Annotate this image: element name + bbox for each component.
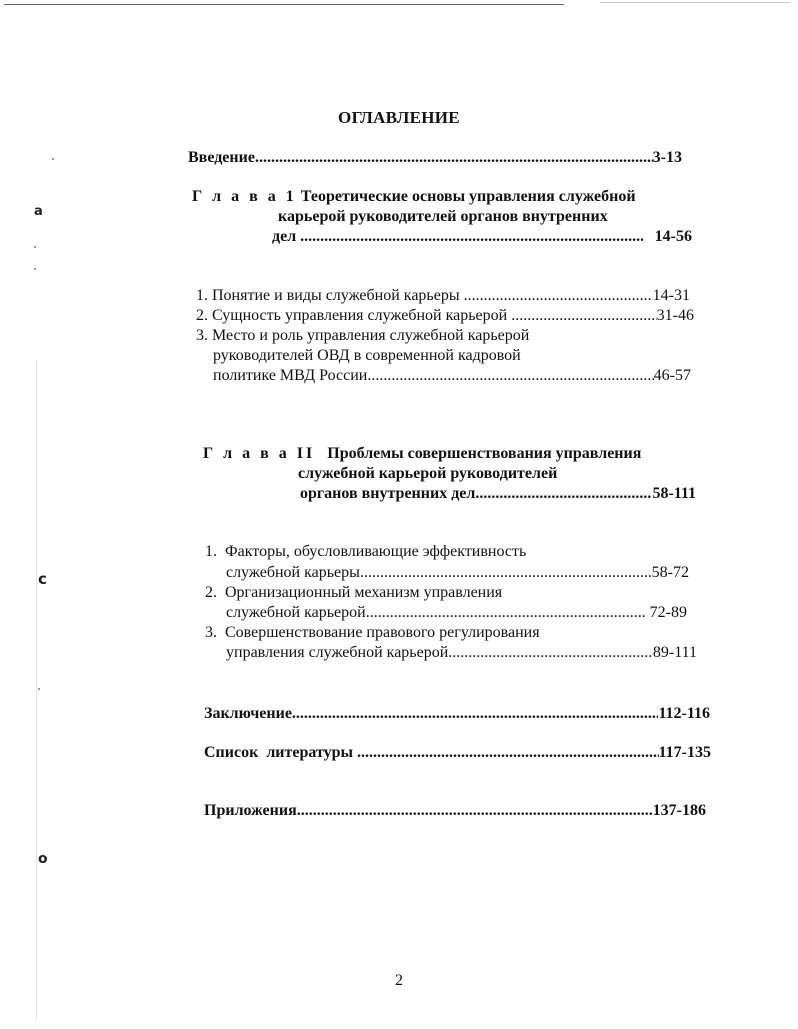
chapter2-prefix: Г л а в а II	[203, 445, 316, 462]
chapter2-pages: 58-111	[652, 485, 696, 502]
toc-entry-label: политике МВД России	[213, 367, 368, 384]
toc-section-1-1	[196, 286, 690, 306]
toc-section-2-2-line2	[226, 603, 687, 623]
scan-speck	[38, 688, 40, 690]
toc-entry-label: Факторы, обусловливающие эффективность	[225, 543, 527, 560]
toc-entry-label: Введение	[188, 149, 255, 166]
toc-section-2-3-line1	[205, 623, 540, 643]
toc-entry-number: 2.	[205, 584, 217, 601]
toc-entry-label: Организационный механизм управления	[225, 584, 503, 601]
toc-entry-label: служебной карьерой	[226, 604, 366, 621]
toc-leader-dots	[297, 801, 653, 821]
chapter1-heading	[192, 187, 636, 207]
toc-leader-dots	[367, 366, 653, 386]
toc-entry-pages: 117-135	[658, 744, 711, 761]
toc-leader-dots	[366, 603, 646, 623]
toc-section-2-1-line2	[226, 563, 689, 583]
chapter2-title-text: органов внутренних дел	[300, 485, 476, 502]
toc-entry-conclusion	[204, 704, 710, 724]
toc-entry-label: Совершенствование правового регулирования	[225, 624, 540, 641]
toc-entry-appendix	[204, 801, 706, 821]
toc-leader-dots	[475, 484, 652, 504]
toc-entry-intro	[188, 148, 682, 168]
margin-mark: с	[38, 570, 47, 588]
toc-leader-dots	[357, 743, 659, 763]
chapter2-title-line1: Проблемы совершенствования управления	[327, 445, 642, 462]
toc-entry-label: Заключение	[204, 705, 292, 722]
toc-leader-dots	[448, 643, 653, 663]
scan-border-line-faint	[600, 2, 790, 3]
toc-leader-dots	[511, 306, 656, 326]
chapter1-pages: 14-56	[654, 228, 692, 245]
margin-mark: о	[38, 851, 48, 867]
toc-entry-number: 1.	[205, 543, 217, 560]
chapter1-title-text: дел	[272, 228, 297, 245]
toc-leader-dots	[464, 286, 653, 306]
toc-entry-pages: 14-31	[652, 287, 690, 304]
chapter1-title-line3	[272, 227, 692, 247]
toc-entry-label: служебной карьеры	[226, 564, 360, 581]
toc-section-1-3-line1: 3. Место и роль управления служебной карьерой	[196, 327, 530, 344]
margin-mark: a	[34, 204, 43, 219]
scan-speck	[52, 158, 54, 160]
toc-leader-dots	[292, 704, 659, 724]
chapter1-title-line1: Теоретические основы управления служебной	[300, 188, 636, 205]
toc-entry-pages: 46-57	[653, 367, 691, 384]
page-number: 2	[395, 972, 403, 989]
toc-entry-label: 2. Сущность управления служебной карьерой	[196, 307, 508, 324]
toc-section-1-3-line3	[213, 366, 691, 386]
chapter1-title-line2: карьерой руководителей органов внутренних	[278, 208, 608, 225]
toc-section-1-2	[196, 306, 694, 326]
toc-entry-pages: 58-72	[651, 564, 689, 581]
toc-entry-pages: 112-116	[658, 705, 710, 722]
scan-speck	[34, 246, 36, 248]
scan-edge-shadow	[36, 360, 37, 1020]
toc-entry-pages: 89-111	[652, 644, 697, 661]
toc-leader-dots	[300, 227, 643, 247]
toc-entry-pages: 31-46	[656, 307, 694, 324]
toc-entry-number: 3.	[205, 624, 217, 641]
toc-entry-pages: 72-89	[649, 604, 687, 621]
toc-leader-dots	[255, 148, 653, 168]
toc-entry-label: Приложения	[204, 802, 297, 819]
chapter1-prefix: Г л а в а 1	[192, 188, 297, 205]
toc-section-2-1-line1	[205, 542, 526, 562]
toc-entry-pages: 137-186	[652, 802, 706, 819]
chapter2-title-line3	[300, 484, 696, 504]
scan-border-line	[4, 4, 564, 5]
toc-entry-bibliography	[204, 743, 711, 763]
chapter2-heading	[203, 444, 641, 464]
chapter2-title-line2: служебной карьерой руководителей	[298, 465, 558, 482]
toc-section-2-3-line2	[226, 643, 697, 663]
toc-entry-label: 1. Понятие и виды служебной карьеры	[196, 287, 460, 304]
toc-entry-pages: 3-13	[652, 149, 682, 166]
toc-leader-dots	[360, 563, 652, 583]
toc-entry-label: Список литературы	[204, 744, 353, 761]
toc-section-2-2-line1	[205, 583, 502, 603]
toc-title: ОГЛАВЛЕНИЕ	[338, 108, 460, 127]
scan-speck	[34, 268, 36, 270]
toc-entry-label: управления служебной карьерой	[226, 644, 449, 661]
toc-section-1-3-line2: руководителей ОВД в современной кадровой	[213, 347, 521, 364]
